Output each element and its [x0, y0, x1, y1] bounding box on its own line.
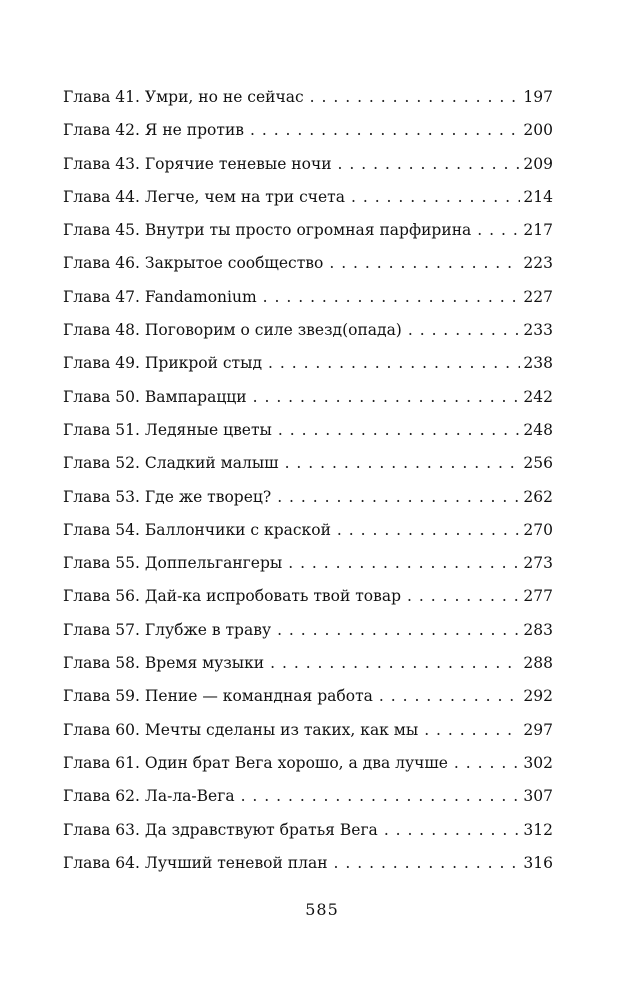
- chapter-number: Глава 63.: [63, 820, 140, 839]
- chapter-number: Глава 60.: [63, 720, 140, 739]
- dot-leader: [454, 747, 520, 780]
- toc-entry: [63, 580, 553, 613]
- toc-entry: [63, 647, 553, 680]
- dot-leader: [351, 181, 520, 214]
- toc-entry: [63, 747, 553, 780]
- page-number: 262: [523, 487, 553, 506]
- table-of-contents: [63, 81, 553, 880]
- chapter-title: Сладкий малыш: [144, 454, 279, 473]
- page-folio: 585: [305, 900, 339, 919]
- chapter-number: Глава 45.: [63, 221, 140, 240]
- toc-entry: [63, 680, 553, 713]
- chapter-title: Я не против: [144, 121, 244, 140]
- chapter-number: Глава 42.: [63, 121, 140, 140]
- page-number: 238: [523, 354, 553, 373]
- chapter-title: Дай-ка испробовать твой товар: [144, 587, 402, 606]
- dot-leader: [477, 214, 520, 247]
- dot-leader: [334, 847, 521, 880]
- page-number: 227: [523, 287, 553, 306]
- page-number: 277: [523, 587, 553, 606]
- chapter-title: Закрытое сообщество: [144, 254, 324, 273]
- chapter-number: Глава 61.: [63, 753, 140, 772]
- toc-entry: [63, 281, 553, 314]
- page-number: 242: [523, 387, 553, 406]
- toc-entry: [63, 847, 553, 880]
- toc-entry: [63, 714, 553, 747]
- dot-leader: [278, 414, 521, 447]
- chapter-number: Глава 56.: [63, 587, 140, 606]
- page-number: 283: [523, 620, 553, 639]
- page-number: 256: [523, 454, 553, 473]
- chapter-number: Глава 43.: [63, 154, 140, 173]
- page-number: 200: [523, 121, 553, 140]
- toc-entry: [63, 614, 553, 647]
- dot-leader: [253, 381, 521, 414]
- chapter-number: Глава 62.: [63, 787, 140, 806]
- chapter-number: Глава 59.: [63, 687, 140, 706]
- page-number: 248: [523, 420, 553, 439]
- chapter-number: Глава 51.: [63, 420, 140, 439]
- page-number: 307: [523, 787, 553, 806]
- chapter-number: Глава 52.: [63, 454, 140, 473]
- dot-leader: [337, 514, 521, 547]
- chapter-number: Глава 53.: [63, 487, 140, 506]
- toc-entry: [63, 181, 553, 214]
- toc-entry: [63, 481, 553, 514]
- dot-leader: [241, 780, 521, 813]
- page-number: 302: [523, 753, 553, 772]
- toc-entry: [63, 814, 553, 847]
- page-number: 297: [523, 720, 553, 739]
- toc-entry: [63, 347, 553, 380]
- page-number: 270: [523, 520, 553, 539]
- chapter-number: Глава 41.: [63, 88, 140, 106]
- chapter-number: Глава 55.: [63, 554, 140, 573]
- page-number: 214: [523, 187, 553, 206]
- toc-entry: [63, 547, 553, 580]
- toc-entry: [63, 314, 553, 347]
- chapter-title: Умри, но не сейчас: [144, 88, 304, 106]
- dot-leader: [263, 281, 521, 314]
- chapter-number: Глава 48.: [63, 321, 140, 340]
- toc-entry: [63, 247, 553, 280]
- chapter-title: Горячие теневые ночи: [144, 154, 332, 173]
- chapter-number: Глава 50.: [63, 387, 140, 406]
- chapter-title: Где же творец?: [144, 487, 272, 506]
- dot-leader: [407, 580, 520, 613]
- page-number: 233: [523, 321, 553, 340]
- page-number: 312: [523, 820, 553, 839]
- chapter-title: Один брат Вега хорошо, а два лучше: [144, 753, 448, 772]
- dot-leader: [424, 714, 520, 747]
- chapter-title: Поговорим о силе звезд(опада): [144, 321, 402, 340]
- page-number: 209: [523, 154, 553, 173]
- chapter-title: Баллончики с краской: [144, 520, 331, 539]
- chapter-title: Вампарацци: [144, 387, 247, 406]
- dot-leader: [277, 614, 520, 647]
- toc-entry: [63, 514, 553, 547]
- dot-leader: [338, 148, 521, 181]
- toc-entry: [63, 148, 553, 181]
- page-number: 292: [523, 687, 553, 706]
- toc-entry: [63, 414, 553, 447]
- page-number: 217: [523, 221, 553, 240]
- page-number: 288: [523, 654, 553, 673]
- chapter-number: Глава 54.: [63, 520, 140, 539]
- page-number: 316: [523, 853, 553, 872]
- chapter-number: Глава 64.: [63, 853, 140, 872]
- chapter-title: Пение — командная работа: [144, 687, 373, 706]
- toc-entry: [63, 780, 553, 813]
- toc-entry: [63, 114, 553, 147]
- chapter-number: Глава 57.: [63, 620, 140, 639]
- chapter-title: Доппельгангеры: [144, 554, 283, 573]
- dot-leader: [277, 481, 520, 514]
- chapter-number: Глава 49.: [63, 354, 140, 373]
- chapter-title: Легче, чем на три счета: [144, 187, 345, 206]
- dot-leader: [408, 314, 521, 347]
- chapter-title: Внутри ты просто огромная парфирина: [144, 221, 472, 240]
- dot-leader: [268, 347, 520, 380]
- chapter-title: Fandamonium: [144, 287, 257, 306]
- toc-entry: [63, 214, 553, 247]
- chapter-number: Глава 58.: [63, 654, 140, 673]
- dot-leader: [250, 114, 520, 147]
- dot-leader: [288, 547, 520, 580]
- chapter-title: Время музыки: [144, 654, 265, 673]
- chapter-title: Да здравствуют братья Вега: [144, 820, 378, 839]
- dot-leader: [270, 647, 520, 680]
- chapter-title: Прикрой стыд: [144, 354, 263, 373]
- page-number: 197: [523, 88, 553, 106]
- chapter-title: Глубже в траву: [144, 620, 272, 639]
- dot-leader: [310, 81, 521, 114]
- chapter-title: Ла-ла-Вега: [144, 787, 235, 806]
- toc-entry: [63, 447, 553, 480]
- dot-leader: [384, 814, 521, 847]
- page-number: 273: [523, 554, 553, 573]
- chapter-number: Глава 46.: [63, 254, 140, 273]
- chapter-title: Мечты сделаны из таких, как мы: [144, 720, 419, 739]
- dot-leader: [329, 247, 520, 280]
- chapter-number: Глава 47.: [63, 287, 140, 306]
- chapter-title: Лучший теневой план: [144, 853, 328, 872]
- dot-leader: [379, 680, 521, 713]
- chapter-number: Глава 44.: [63, 187, 140, 206]
- toc-entry: [63, 81, 553, 114]
- dot-leader: [285, 447, 521, 480]
- toc-entry: [63, 381, 553, 414]
- page-number: 223: [523, 254, 553, 273]
- chapter-title: Ледяные цветы: [144, 420, 272, 439]
